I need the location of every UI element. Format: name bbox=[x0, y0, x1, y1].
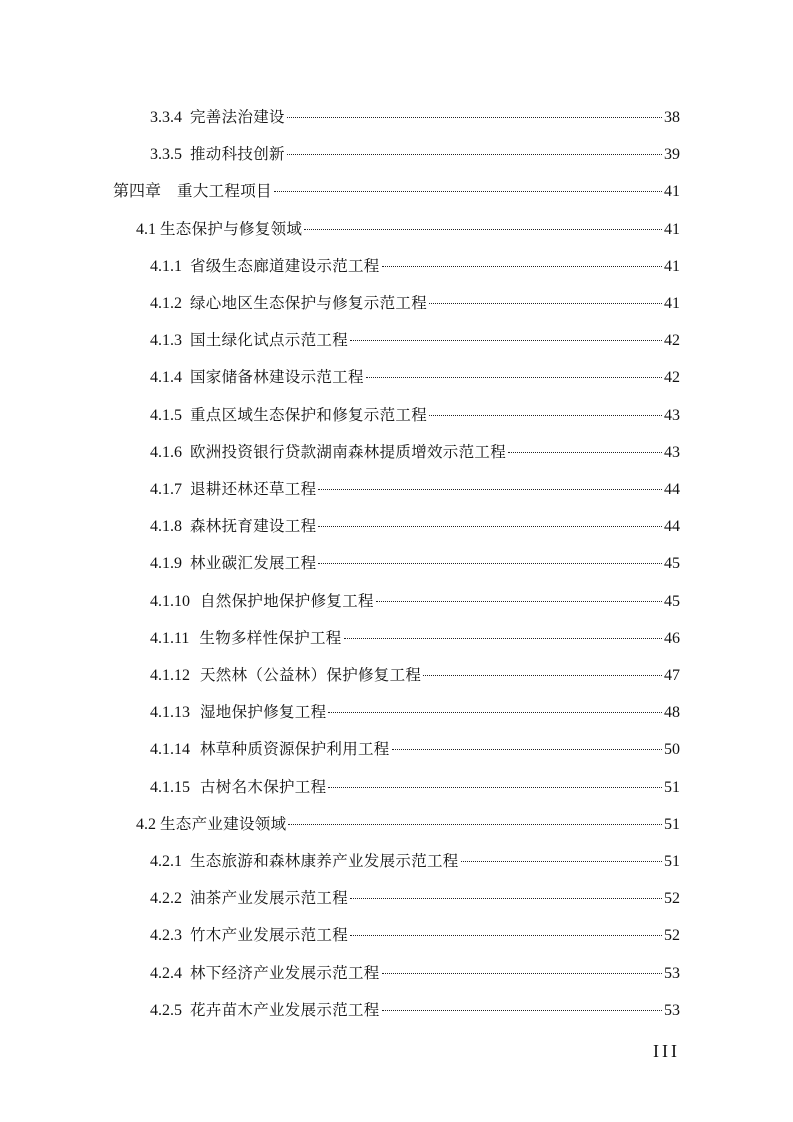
toc-entry-page: 41 bbox=[664, 295, 680, 312]
toc-entry-number: 3.3.5 bbox=[150, 146, 182, 164]
toc-entry-title: 欧洲投资银行贷款湖南森林提质增效示范工程 bbox=[190, 442, 507, 461]
toc-leader-dots bbox=[382, 973, 662, 974]
toc-entry-title: 森林抚育建设工程 bbox=[190, 517, 317, 536]
toc-leader-dots bbox=[392, 749, 662, 750]
toc-leader-dots bbox=[318, 526, 662, 527]
toc-entry-page: 41 bbox=[664, 183, 680, 201]
toc-entry-title: 退耕还林还草工程 bbox=[190, 480, 317, 498]
toc-entry-title: 油茶产业发展示范工程 bbox=[190, 889, 349, 908]
toc-entry-number: 4.1.8 bbox=[150, 518, 182, 536]
toc-leader-dots bbox=[318, 489, 662, 490]
toc-entry-title: 天然林（公益林）保护修复工程 bbox=[200, 666, 422, 684]
toc-entry-title: 完善法治建设 bbox=[190, 108, 285, 126]
toc-entry-number: 4.1.4 bbox=[150, 369, 182, 387]
toc-entry-title: 省级生态廊道建设示范工程 bbox=[190, 256, 380, 275]
toc-entry-number: 4.2 bbox=[136, 815, 156, 833]
toc-entry[interactable] bbox=[150, 362, 680, 392]
toc-entry-page: 50 bbox=[664, 741, 680, 759]
toc-entry[interactable] bbox=[150, 474, 680, 504]
toc-entry-title: 林业碳汇发展工程 bbox=[190, 554, 317, 573]
toc-leader-dots bbox=[344, 638, 662, 639]
toc-entry-title: 国土绿化试点示范工程 bbox=[190, 331, 349, 350]
toc-leader-dots bbox=[382, 266, 662, 267]
toc-entry-title: 林下经济产业发展示范工程 bbox=[190, 963, 380, 982]
toc-entry[interactable] bbox=[150, 511, 680, 541]
toc-chapter-label: 第四章 bbox=[113, 183, 162, 201]
toc-entry-page: 41 bbox=[664, 220, 680, 238]
toc-entry-page: 52 bbox=[664, 890, 680, 908]
toc-leader-dots bbox=[288, 824, 662, 825]
toc-leader-dots bbox=[350, 898, 662, 899]
toc-entry-page: 48 bbox=[664, 704, 680, 722]
toc-entry-page: 47 bbox=[664, 667, 680, 684]
toc-entry[interactable] bbox=[150, 623, 680, 653]
toc-entry-number: 4.2.4 bbox=[150, 964, 182, 982]
toc-entry-page: 53 bbox=[664, 1001, 680, 1019]
toc-entry[interactable] bbox=[150, 883, 680, 913]
toc-entry-title: 古树名木保护工程 bbox=[200, 777, 327, 796]
toc-entry-page: 44 bbox=[664, 481, 680, 498]
toc-entry-number: 4.2.2 bbox=[150, 890, 182, 908]
toc-leader-dots bbox=[350, 935, 662, 936]
toc-entry-chapter[interactable] bbox=[113, 176, 680, 206]
toc-entry-section[interactable] bbox=[136, 214, 680, 244]
toc-entry[interactable] bbox=[150, 548, 680, 578]
toc-entry-page: 46 bbox=[664, 629, 680, 647]
toc-entry-page: 53 bbox=[664, 964, 680, 982]
toc-leader-dots bbox=[366, 377, 662, 378]
toc-entry-number: 4.1.1 bbox=[150, 257, 182, 275]
toc-entry-title: 生态旅游和森林康养产业发展示范工程 bbox=[190, 852, 459, 870]
toc-entry[interactable] bbox=[150, 102, 680, 132]
toc-entry-number: 4.1.12 bbox=[150, 667, 190, 684]
toc-leader-dots bbox=[376, 601, 662, 602]
toc-entry-number: 4.1.2 bbox=[150, 295, 182, 312]
toc-leader-dots bbox=[287, 154, 662, 155]
toc-entry[interactable] bbox=[150, 400, 680, 430]
toc-entry-title: 生物多样性保护工程 bbox=[199, 628, 342, 647]
toc-entry-number: 4.2.3 bbox=[150, 927, 182, 945]
toc-entry[interactable] bbox=[150, 251, 680, 281]
toc-entry-number: 4.1.7 bbox=[150, 481, 182, 498]
toc-entry-title: 湿地保护修复工程 bbox=[200, 703, 327, 722]
toc-entry-title: 重点区域生态保护和修复示范工程 bbox=[190, 405, 428, 424]
toc-entry[interactable] bbox=[150, 325, 680, 355]
toc-entry-page: 38 bbox=[664, 109, 680, 126]
toc-entry-number: 4.1.15 bbox=[150, 778, 190, 796]
toc-entry[interactable] bbox=[150, 586, 680, 616]
toc-entry-page: 45 bbox=[664, 592, 680, 610]
toc-entry-number: 4.1.3 bbox=[150, 332, 182, 350]
toc-entry[interactable] bbox=[150, 920, 680, 950]
toc-entry-title: 生态产业建设领域 bbox=[160, 814, 287, 833]
toc-leader-dots bbox=[508, 452, 662, 453]
toc-entry-title: 绿心地区生态保护与修复示范工程 bbox=[190, 294, 428, 312]
toc-entry[interactable] bbox=[150, 288, 680, 318]
toc-entry-number: 4.1.9 bbox=[150, 555, 182, 573]
toc-entry-page: 52 bbox=[664, 927, 680, 945]
toc-entry[interactable] bbox=[150, 660, 680, 690]
toc-entry-title: 重大工程项目 bbox=[177, 182, 272, 201]
toc-entry[interactable] bbox=[150, 139, 680, 169]
toc-entry-number: 4.2.5 bbox=[150, 1001, 182, 1019]
toc-entry-title: 自然保护地保护修复工程 bbox=[200, 591, 374, 610]
toc-entry-page: 43 bbox=[664, 406, 680, 424]
toc-entry-page: 51 bbox=[664, 778, 680, 796]
toc-entry-title: 推动科技创新 bbox=[190, 145, 285, 164]
toc-entry-title: 生态保护与修复领域 bbox=[160, 219, 303, 238]
toc-entry-page: 39 bbox=[664, 146, 680, 164]
toc-entry-number: 4.1.6 bbox=[150, 443, 182, 461]
toc-entry[interactable] bbox=[150, 995, 680, 1025]
toc-entry-number: 4.1.14 bbox=[150, 741, 190, 759]
toc-entry-number: 4.1.11 bbox=[150, 629, 190, 647]
toc-entry-section[interactable] bbox=[136, 809, 680, 839]
toc-entry-title: 花卉苗木产业发展示范工程 bbox=[190, 1000, 380, 1019]
toc-leader-dots bbox=[328, 712, 662, 713]
toc-entry[interactable] bbox=[150, 437, 680, 467]
toc-entry-number: 3.3.4 bbox=[150, 109, 182, 126]
toc-leader-dots bbox=[274, 191, 662, 192]
toc-entry-page: 43 bbox=[664, 443, 680, 461]
toc-entry-page: 42 bbox=[664, 332, 680, 350]
toc-leader-dots bbox=[350, 340, 662, 341]
page-number: III bbox=[653, 1041, 680, 1061]
toc-leader-dots bbox=[429, 415, 662, 416]
toc-entry-page: 42 bbox=[664, 369, 680, 387]
toc-entry-number: 4.2.1 bbox=[150, 853, 182, 870]
toc-entry-title: 竹木产业发展示范工程 bbox=[190, 926, 349, 945]
toc-entry-number: 4.1.10 bbox=[150, 592, 190, 610]
toc-entry[interactable] bbox=[150, 772, 680, 802]
toc-entry[interactable] bbox=[150, 958, 680, 988]
toc-entry[interactable] bbox=[150, 734, 680, 764]
toc-leader-dots bbox=[318, 563, 662, 564]
toc-leader-dots bbox=[382, 1010, 662, 1011]
toc-entry-number: 4.1.5 bbox=[150, 406, 182, 424]
toc-entry-page: 41 bbox=[664, 257, 680, 275]
toc-leader-dots bbox=[423, 675, 662, 676]
toc-leader-dots bbox=[461, 861, 662, 862]
toc-entry-page: 51 bbox=[664, 853, 680, 870]
toc-entry-page: 45 bbox=[664, 555, 680, 573]
toc-entry[interactable] bbox=[150, 846, 680, 876]
toc-entry-number: 4.1 bbox=[136, 220, 156, 238]
toc-leader-dots bbox=[287, 117, 662, 118]
toc-entry-page: 44 bbox=[664, 518, 680, 536]
toc-entry-number: 4.1.13 bbox=[150, 704, 190, 722]
toc-entry-title: 国家储备林建设示范工程 bbox=[190, 368, 364, 387]
toc-leader-dots bbox=[429, 303, 662, 304]
toc-entry-title: 林草种质资源保护利用工程 bbox=[200, 740, 390, 759]
toc-entry[interactable] bbox=[150, 697, 680, 727]
toc-entry-page: 51 bbox=[664, 815, 680, 833]
toc-leader-dots bbox=[328, 787, 662, 788]
toc-leader-dots bbox=[304, 229, 662, 230]
